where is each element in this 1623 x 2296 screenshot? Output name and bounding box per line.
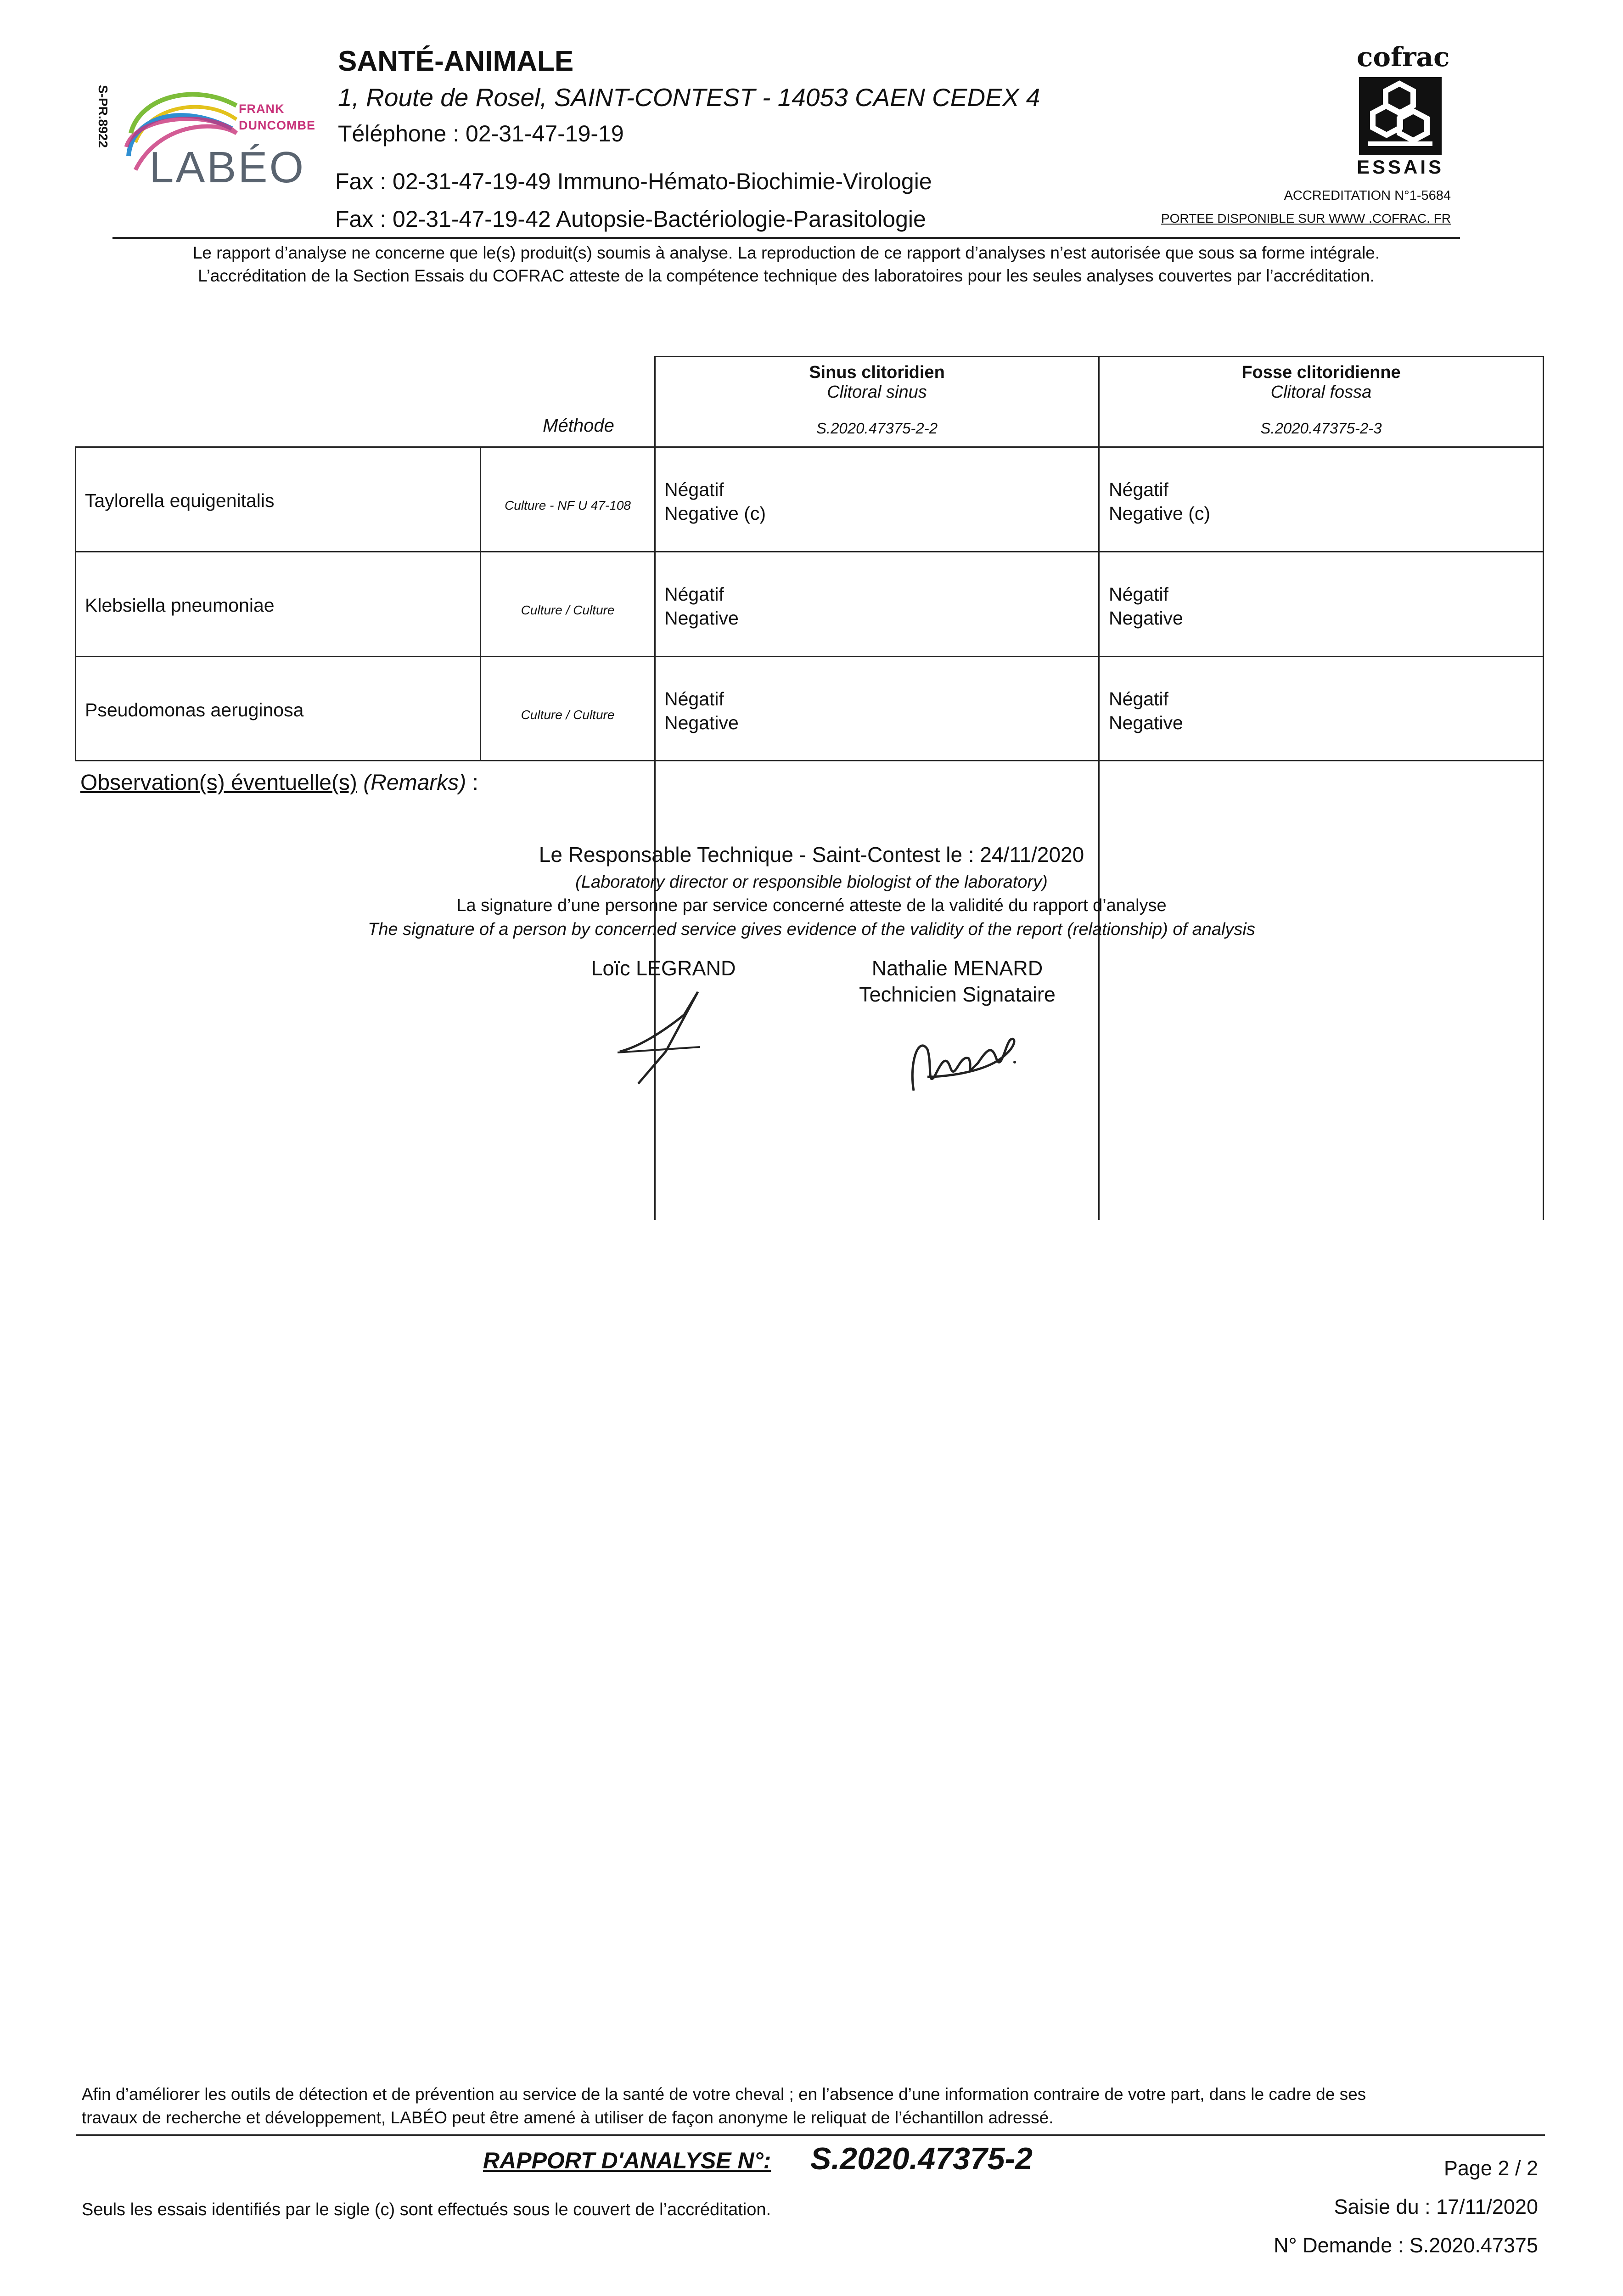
- disclaimer-line-1: Le rapport d’analyse ne concerne que le(s) produit(s) soumis à analyse. La reproduction de ce rapport d’analyses n’est autorisée que sous sa forme intégrale.: [192, 243, 1380, 262]
- disclaimer-line-2: L’accréditation de la Section Essais du COFRAC atteste de la compétence technique des laboratoires pour les seules analyses couvertes par l’accréditation.: [198, 266, 1375, 285]
- labeo-logo: [122, 78, 324, 197]
- table-row-result-sinus: [664, 687, 739, 735]
- result-en: Negative (c): [1109, 503, 1211, 524]
- lab-title: SANTÉ-ANIMALE: [338, 45, 574, 77]
- disclaimer: [112, 242, 1460, 287]
- table-row-organism: Taylorella equigenitalis: [85, 490, 275, 511]
- signer-2-name: Nathalie MENARD: [871, 957, 1043, 980]
- result-en: Negative: [1109, 608, 1183, 629]
- lab-address: 1, Route de Rosel, SAINT-CONTEST - 14053 CAEN CEDEX 4: [338, 83, 1040, 112]
- rapport-number: S.2020.47375-2: [810, 2141, 1033, 2176]
- table-row-method: Culture / Culture: [521, 708, 615, 722]
- table-hline-3: [75, 656, 1544, 657]
- result-en: Negative: [664, 608, 739, 629]
- column-subtitle: Clitoral fossa: [1270, 383, 1372, 402]
- result-fr: Négatif: [664, 479, 724, 500]
- table-row-method: Culture - NF U 47-108: [505, 498, 631, 512]
- footer-divider: [76, 2134, 1545, 2136]
- result-fr: Négatif: [664, 688, 724, 709]
- header-divider: [112, 237, 1460, 239]
- column-header-fosse: [1100, 363, 1543, 437]
- table-row-result-fosse: [1109, 478, 1210, 525]
- result-en: Negative (c): [664, 503, 766, 524]
- table-hline-2: [75, 551, 1544, 552]
- responsible-line-en: (Laboratory director or responsible biologist of the laboratory): [575, 872, 1048, 892]
- cofrac-word: cofrac: [1357, 41, 1450, 73]
- observations: [80, 770, 478, 795]
- footer-note: [82, 2082, 1551, 2129]
- methode-header: Méthode: [543, 416, 614, 436]
- saisie-date: Saisie du : 17/11/2020: [1334, 2195, 1538, 2218]
- table-vline-left: [75, 446, 76, 761]
- column-title: Sinus clitoridien: [809, 363, 945, 382]
- signer-1-name: Loïc LEGRAND: [591, 957, 736, 980]
- observations-label-en: (Remarks): [363, 771, 466, 795]
- table-vline-results-mid: [1098, 356, 1100, 1220]
- footer-note-line-2: travaux de recherche et développement, LABÉO peut être amené à utiliser de façon anonyme le reliquat de l’échantillon adressé.: [82, 2108, 1054, 2127]
- logo-labeo: LABÉO: [149, 143, 306, 192]
- table-row-result-sinus: [664, 582, 739, 630]
- lab-fax-2: Fax : 02-31-47-19-42 Autopsie-Bactériologie-Parasitologie: [335, 206, 926, 232]
- observations-colon: :: [466, 771, 478, 795]
- result-en: Negative: [664, 712, 739, 733]
- lab-fax-1: Fax : 02-31-47-19-49 Immuno-Hémato-Biochimie-Virologie: [335, 169, 932, 194]
- column-sample-id: S.2020.47375-2-3: [1260, 420, 1382, 437]
- table-row-result-fosse: [1109, 687, 1183, 735]
- cofrac-portee-link[interactable]: PORTEE DISPONIBLE SUR WWW .COFRAC. FR: [1161, 211, 1451, 225]
- logo-duncombe: DUNCOMBE: [239, 118, 315, 132]
- accreditation-number: ACCREDITATION N°1-5684: [1284, 188, 1451, 203]
- page-indicator: Page 2 / 2: [1443, 2156, 1538, 2180]
- result-fr: Négatif: [1109, 479, 1168, 500]
- signature-note-en: The signature of a person by concerned service gives evidence of the validity of the report (relationship) of analysis: [368, 920, 1255, 939]
- column-title: Fosse clitoridienne: [1241, 363, 1401, 382]
- demande-number: N° Demande : S.2020.47375: [1274, 2234, 1538, 2257]
- table-row-organism: Pseudomonas aeruginosa: [85, 699, 304, 720]
- responsible-line: Le Responsable Technique - Saint-Contest le : 24/11/2020: [539, 843, 1084, 867]
- cofrac-logo: [1354, 41, 1450, 179]
- table-row-result-sinus: [664, 478, 766, 525]
- result-fr: Négatif: [1109, 688, 1168, 709]
- result-fr: Négatif: [664, 584, 724, 605]
- footer-note-line-1: Afin d’améliorer les outils de détection et de prévention au service de la santé de votre cheval ; en l’absence d’une information contraire de votre part, dans le cadre de ses: [82, 2085, 1366, 2104]
- cofrac-hexagon-icon: [1359, 77, 1442, 155]
- accreditation-note: Seuls les essais identifiés par le sigle (c) sont effectués sous le couvert de l’accréditation.: [82, 2200, 771, 2219]
- rapport-label: RAPPORT D'ANALYSE N°:: [483, 2148, 771, 2173]
- lab-telephone: Téléphone : 02-31-47-19-19: [338, 121, 624, 146]
- column-sample-id: S.2020.47375-2-2: [816, 420, 938, 437]
- table-hline-1: [75, 446, 1544, 448]
- signature-menard: [900, 1008, 1038, 1118]
- table-vline-right: [1543, 356, 1544, 1220]
- signer-2-role: Technicien Signataire: [859, 983, 1056, 1006]
- logo-frank: FRANK: [239, 102, 285, 116]
- signature-note-fr: La signature d’une personne par service concerné atteste de la validité du rapport d’analyse: [456, 896, 1167, 915]
- table-row-method: Culture / Culture: [521, 603, 615, 617]
- signature-legrand: [611, 983, 712, 1093]
- result-en: Negative: [1109, 712, 1183, 733]
- result-fr: Négatif: [1109, 584, 1168, 605]
- column-subtitle: Clitoral sinus: [827, 383, 927, 402]
- table-row-organism: Klebsiella pneumoniae: [85, 595, 275, 616]
- table-bottom-border: [75, 760, 1544, 761]
- observations-label: Observation(s) éventuelle(s): [80, 771, 357, 795]
- document-side-reference: S-PR.8922: [96, 85, 110, 148]
- column-header-sinus: [656, 363, 1098, 437]
- table-row-result-fosse: [1109, 582, 1183, 630]
- cofrac-essais: ESSAIS: [1356, 156, 1444, 178]
